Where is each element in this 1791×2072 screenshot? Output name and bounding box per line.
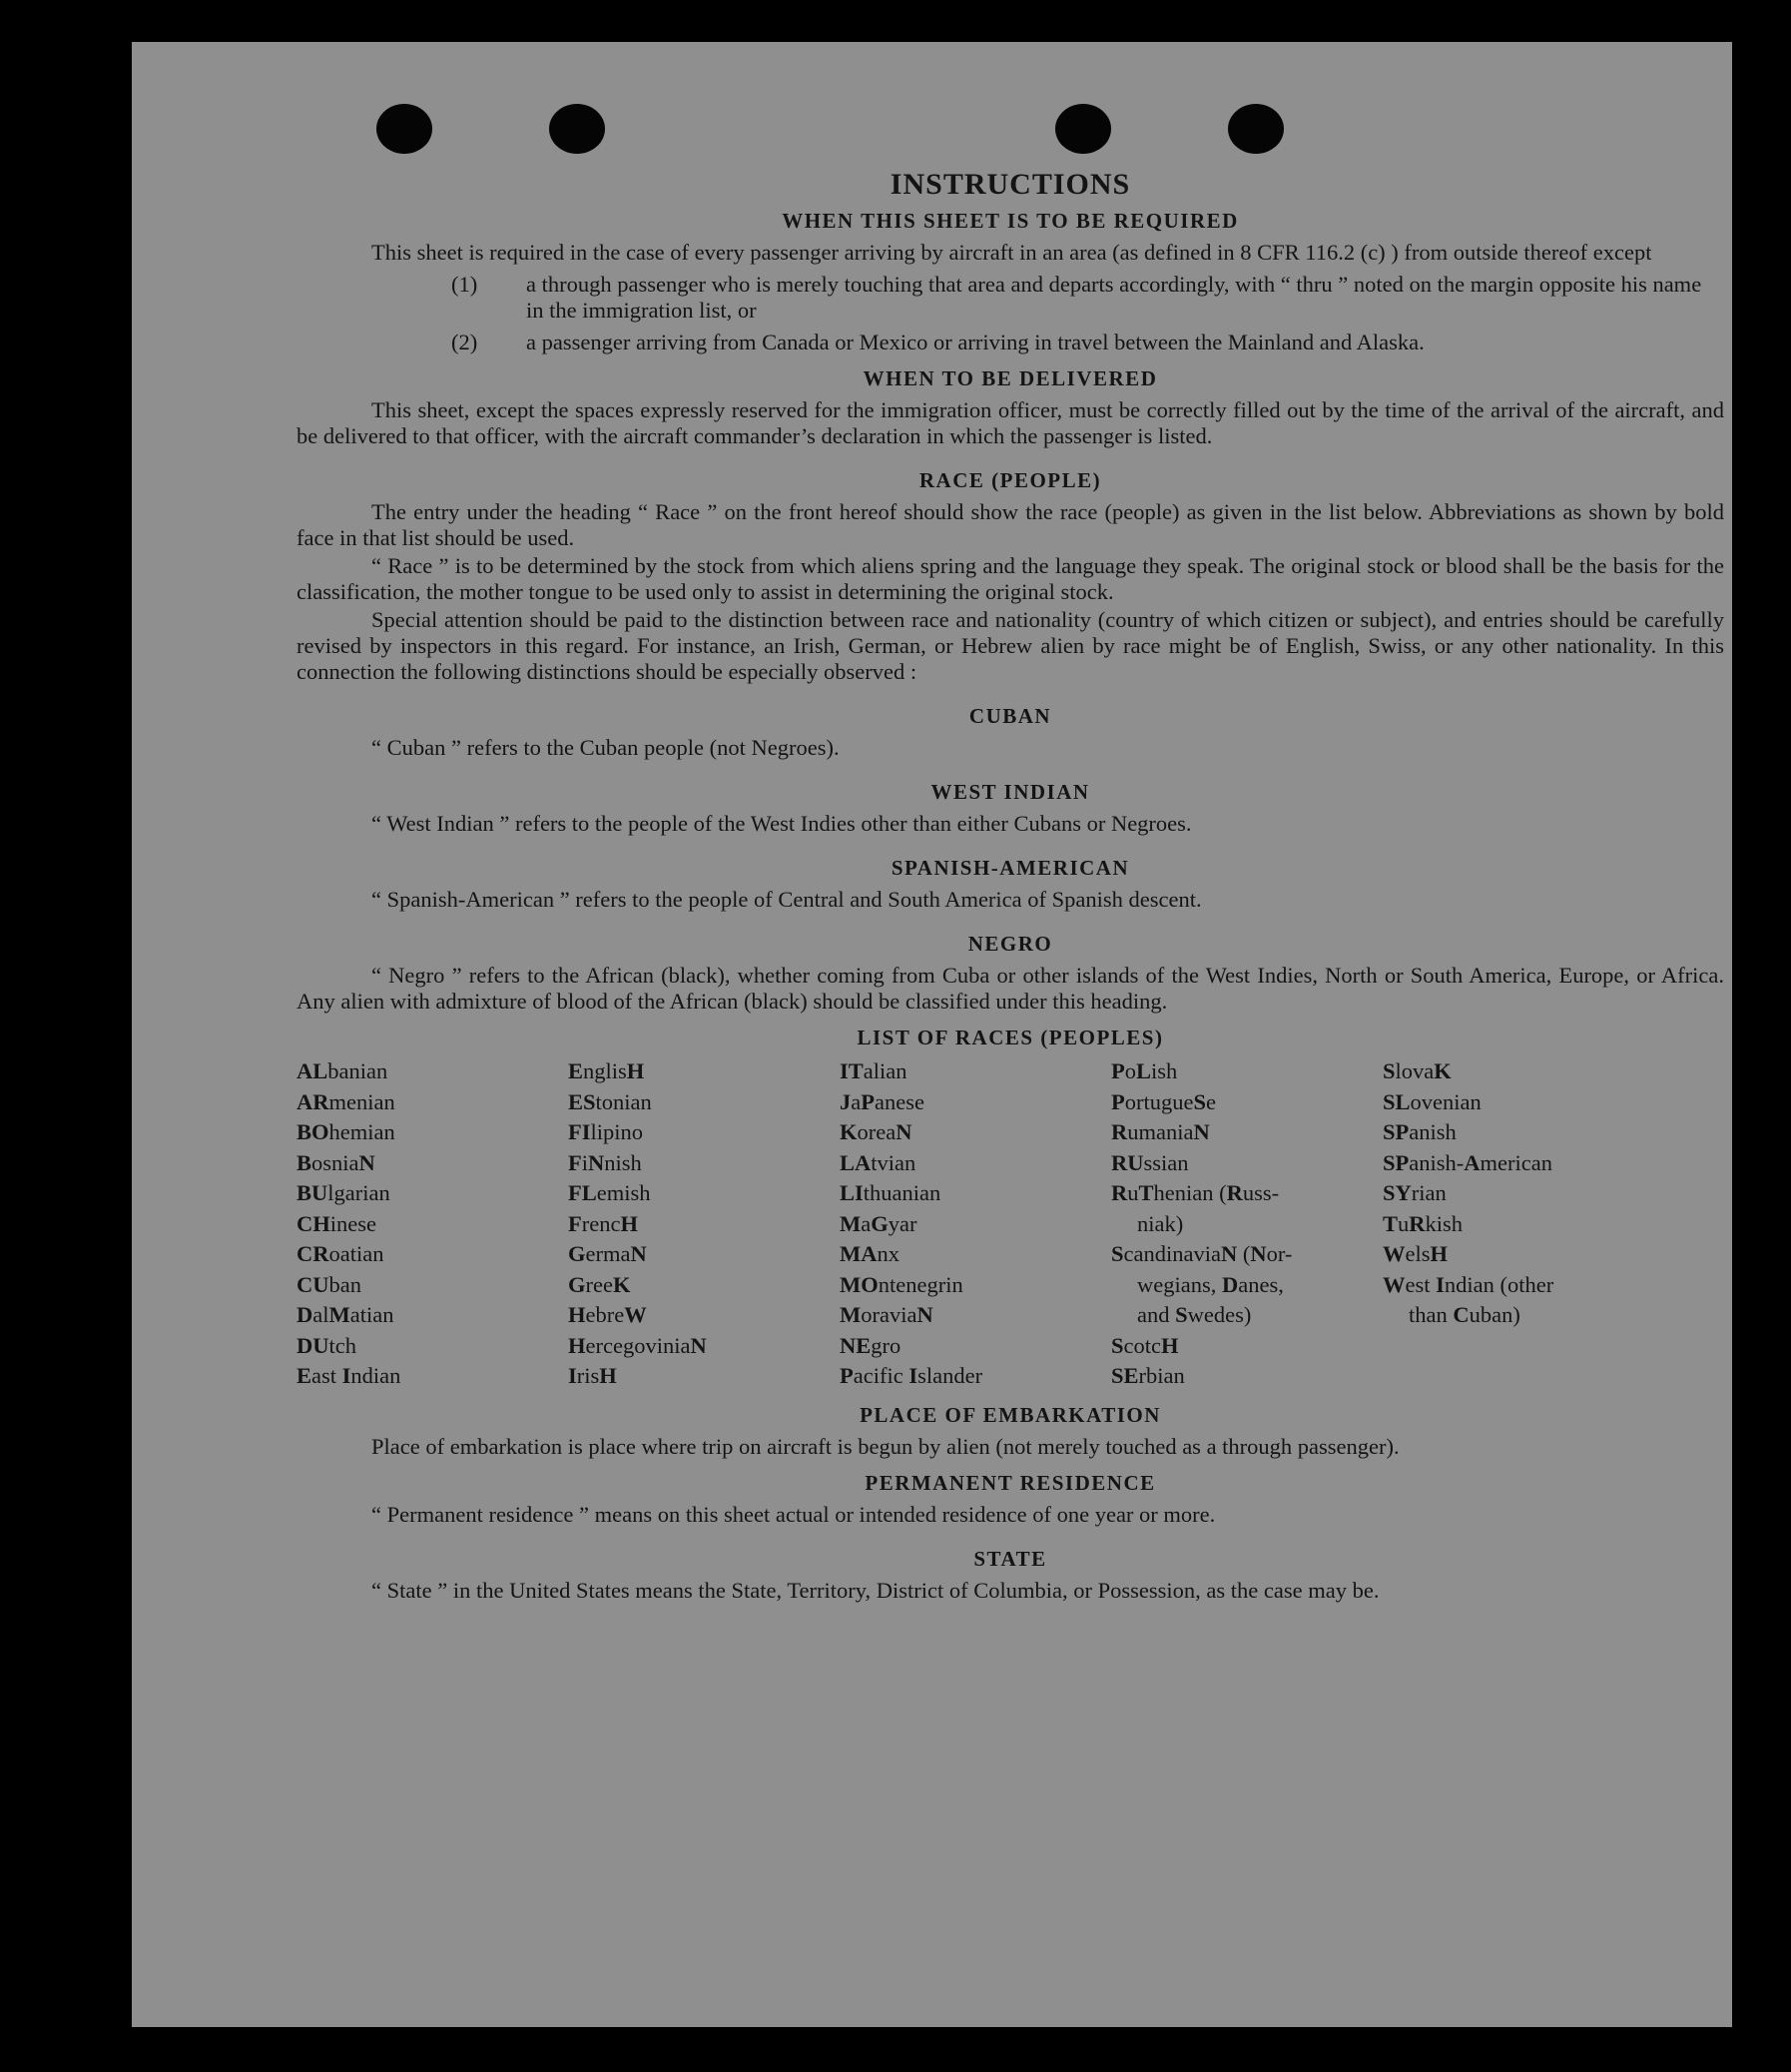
race-entry: MOntenegrin <box>840 1271 963 1297</box>
race-entry: WelsH <box>1383 1241 1449 1266</box>
race-entry: SlovaK <box>1383 1058 1452 1083</box>
race-entry: MAnx <box>840 1241 899 1266</box>
races-column <box>840 1056 1111 1392</box>
exception-item <box>297 272 1724 324</box>
race-entry: CUban <box>297 1271 361 1297</box>
race-entry: BosniaN <box>297 1149 375 1175</box>
races-column <box>568 1056 840 1392</box>
heading-residence: PERMANENT RESIDENCE <box>865 1470 1156 1495</box>
race-entry: HebreW <box>568 1302 647 1327</box>
race-paragraph-1: The entry under the heading “ Race ” on the front hereof should show the race (people) as given in the list below. Abbreviations as shown by bold face in that list should be used. <box>297 499 1724 550</box>
race-entry: PoLish <box>1111 1058 1178 1083</box>
races-column <box>297 1056 568 1392</box>
heading-embarkation: PLACE OF EMBARKATION <box>860 1402 1161 1427</box>
races-list <box>297 1056 1724 1392</box>
page-title: INSTRUCTIONS <box>890 168 1131 201</box>
race-entry: SPanish <box>1383 1119 1457 1144</box>
exception-number: (1) <box>451 272 478 297</box>
document-sheet <box>132 42 1732 2027</box>
race-entry: niak) <box>1137 1210 1184 1236</box>
heading-race: RACE (PEOPLE) <box>918 468 1102 492</box>
race-entry: Pacific Islander <box>840 1363 983 1388</box>
race-entry: ALbanian <box>297 1058 388 1083</box>
exception-text: a through passenger who is merely touching that area and departs accordingly, with “ thru ” noted on the margin opposite his name in the immigration list, or <box>526 272 1702 323</box>
heading-cuban: CUBAN <box>968 704 1052 728</box>
cuban-text: “ Cuban ” refers to the Cuban people (not Negroes). <box>371 735 840 760</box>
race-entry: West Indian (other <box>1383 1271 1554 1297</box>
race-entry: CRoatian <box>297 1241 384 1266</box>
race-entry: DalMatian <box>297 1302 394 1327</box>
exception-item <box>297 330 1724 355</box>
races-column <box>1111 1056 1383 1392</box>
heading-when-delivered: WHEN TO BE DELIVERED <box>863 366 1158 390</box>
race-paragraph-3: Special attention should be paid to the distinction between race and nationality (country of which citizen or subject), and entries should be carefully revised by inspectors in this regard. For instance, an Irish, German, or Hebrew alien by race might be of English, Swiss, or any other nationality. In this connection the following distinctions should be especially observed : <box>297 607 1724 684</box>
race-entry: PortugueSe <box>1111 1088 1216 1114</box>
heading-spanish-american: SPANISH-AMERICAN <box>891 856 1130 880</box>
race-entry: SPanish-American <box>1383 1149 1552 1175</box>
race-entry: FIlipino <box>568 1119 644 1144</box>
race-entry: NEgro <box>840 1332 901 1358</box>
race-entry: DUtch <box>297 1332 356 1358</box>
race-entry: MoraviaN <box>840 1302 933 1327</box>
race-entry: LAtvian <box>840 1149 916 1175</box>
instructions-text <box>297 168 1724 1606</box>
race-entry: wegians, Danes, <box>1137 1271 1284 1297</box>
races-column <box>1383 1056 1654 1392</box>
punch-hole <box>376 104 432 154</box>
exception-text: a passenger arriving from Canada or Mexico or arriving in travel between the Mainland and Alaska. <box>526 330 1425 354</box>
race-entry: KoreaN <box>840 1119 912 1144</box>
race-entry: than Cuban) <box>1409 1302 1520 1327</box>
race-entry: TuRkish <box>1383 1210 1464 1236</box>
race-entry: ARmenian <box>297 1088 395 1114</box>
when-required-intro: This sheet is required in the case of every passenger arriving by aircraft in an area (as defined in 8 CFR 116.2 (c) ) from outside thereof except <box>371 240 1652 265</box>
race-entry: LIthuanian <box>840 1180 941 1205</box>
exception-number: (2) <box>451 330 478 354</box>
race-entry: ScandinaviaN (Nor- <box>1111 1241 1293 1266</box>
when-delivered-text: This sheet, except the spaces expressly reserved for the immigration officer, must be correctly filled out by the time of the arrival of the aircraft, and be delivered to that officer, with the aircraft commander’s declaration in which the passenger is listed. <box>297 397 1724 448</box>
race-entry: SErbian <box>1111 1363 1185 1388</box>
race-entry: SLovenian <box>1383 1088 1482 1114</box>
heading-state: STATE <box>973 1546 1047 1571</box>
negro-text: “ Negro ” refers to the African (black), whether coming from Cuba or other islands of the West Indies, North or South America, Europe, or Africa. Any alien with admixture of blood of the African (black) should be classified under this heading. <box>297 963 1724 1014</box>
race-entry: and Swedes) <box>1137 1302 1252 1327</box>
race-entry: CHinese <box>297 1210 376 1236</box>
race-entry: IrisH <box>568 1363 617 1388</box>
race-entry: MaGyar <box>840 1210 917 1236</box>
race-entry: BUlgarian <box>297 1180 390 1205</box>
race-entry: GermaN <box>568 1241 647 1266</box>
race-entry: FLemish <box>568 1180 651 1205</box>
race-entry: ITalian <box>840 1058 907 1083</box>
race-entry: BOhemian <box>297 1119 395 1144</box>
heading-west-indian: WEST INDIAN <box>930 780 1090 804</box>
race-entry: RumaniaN <box>1111 1119 1210 1144</box>
race-entry: ScotcH <box>1111 1332 1179 1358</box>
race-entry: JaPanese <box>840 1088 924 1114</box>
race-entry: RuThenian (Russ- <box>1111 1180 1280 1205</box>
race-entry: SYrian <box>1383 1180 1447 1205</box>
race-entry: East Indian <box>297 1363 401 1388</box>
west-indian-text: “ West Indian ” refers to the people of the West Indies other than either Cubans or Negroes. <box>371 811 1192 836</box>
race-entry: FrencH <box>568 1210 638 1236</box>
race-entry: EnglisH <box>568 1058 645 1083</box>
race-entry: HercegoviniaN <box>568 1332 707 1358</box>
heading-list-of-races: LIST OF RACES (PEOPLES) <box>857 1026 1164 1049</box>
race-entry: RUssian <box>1111 1149 1189 1175</box>
heading-when-required: WHEN THIS SHEET IS TO BE REQUIRED <box>782 209 1239 233</box>
punch-hole <box>549 104 605 154</box>
heading-negro: NEGRO <box>967 932 1053 956</box>
punch-hole <box>1055 104 1111 154</box>
race-entry: GreeK <box>568 1271 631 1297</box>
race-entry: EStonian <box>568 1088 652 1114</box>
state-text: “ State ” in the United States means the State, Territory, District of Columbia, or Possession, as the case may be. <box>371 1577 1380 1603</box>
residence-text: “ Permanent residence ” means on this sheet actual or intended residence of one year or more. <box>371 1501 1216 1527</box>
embarkation-text: Place of embarkation is place where trip on aircraft is begun by alien (not merely touched as a through passenger). <box>371 1433 1400 1459</box>
race-paragraph-2: “ Race ” is to be determined by the stock from which aliens spring and the language they speak. The original stock or blood shall be the basis for the classification, the mother tongue to be used only to assist in determining the original stock. <box>297 553 1724 604</box>
race-entry: FiNnish <box>568 1149 642 1175</box>
punch-hole <box>1228 104 1284 154</box>
spanish-american-text: “ Spanish-American ” refers to the people of Central and South America of Spanish descent. <box>371 887 1202 912</box>
